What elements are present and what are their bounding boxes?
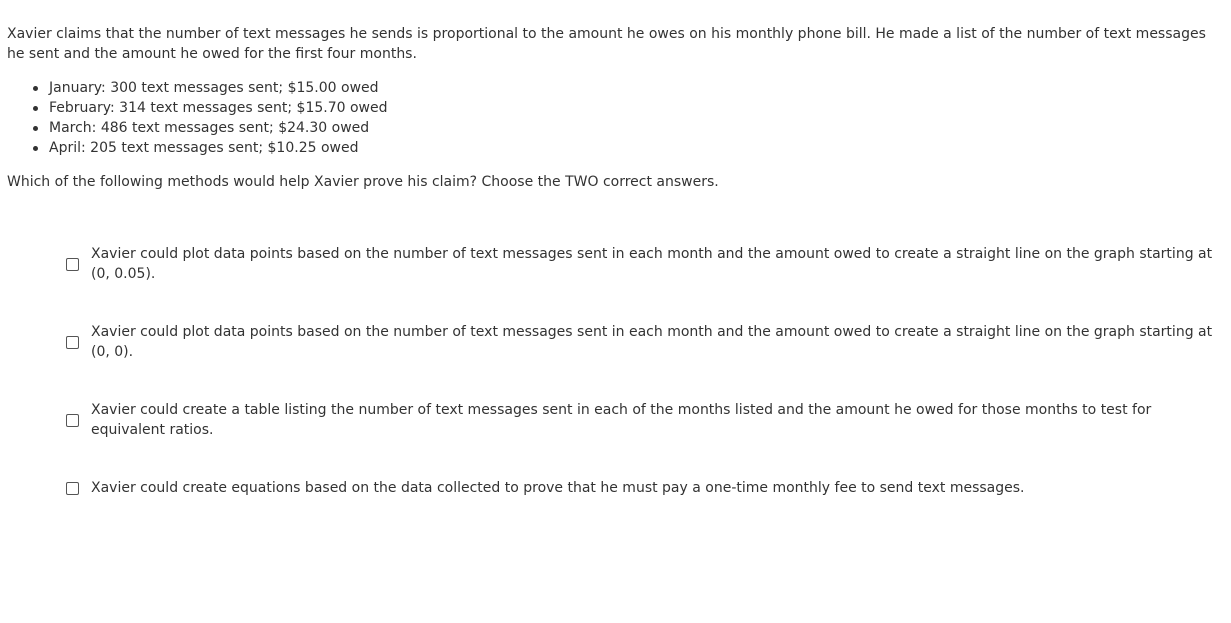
question-intro: Xavier claims that the number of text messages he sends is proportional to the amount he owes on his monthly phone bill. He made a list of the number of text messages he sent and the amount he owed for the first four months. <box>7 26 1206 62</box>
answer-choice-2[interactable] <box>66 322 1226 362</box>
answer-choice-text: Xavier could plot data points based on the number of text messages sent in each month and the amount owed to create a straight line on the graph starting at (0, 0.05). <box>91 246 1213 282</box>
checkbox[interactable] <box>66 482 79 495</box>
list-item: January: 300 text messages sent; $15.00 owed <box>49 78 1222 98</box>
answer-choice-text: Xavier could create equations based on the data collected to prove that he must pay a one-time monthly fee to send text messages. <box>91 480 1025 496</box>
checkbox[interactable] <box>66 258 79 271</box>
answer-choice-3[interactable] <box>66 400 1226 440</box>
checkbox[interactable] <box>66 336 79 349</box>
answer-choice-4[interactable] <box>66 478 1226 498</box>
list-item: April: 205 text messages sent; $10.25 owed <box>49 138 1222 158</box>
checkbox[interactable] <box>66 414 79 427</box>
question-stem <box>7 24 1222 192</box>
answer-choice-text: Xavier could create a table listing the number of text messages sent in each of the months listed and the amount he owed for those months to test for equivalent ratios. <box>91 402 1152 438</box>
list-item: March: 486 text messages sent; $24.30 owed <box>49 118 1222 138</box>
month-data-list <box>7 78 1222 158</box>
answer-choice-text: Xavier could plot data points based on the number of text messages sent in each month and the amount owed to create a straight line on the graph starting at (0, 0). <box>91 324 1213 360</box>
question-prompt: Which of the following methods would help Xavier prove his claim? Choose the TWO correct answers. <box>7 174 719 190</box>
list-item: February: 314 text messages sent; $15.70 owed <box>49 98 1222 118</box>
answer-choice-1[interactable] <box>66 244 1226 284</box>
